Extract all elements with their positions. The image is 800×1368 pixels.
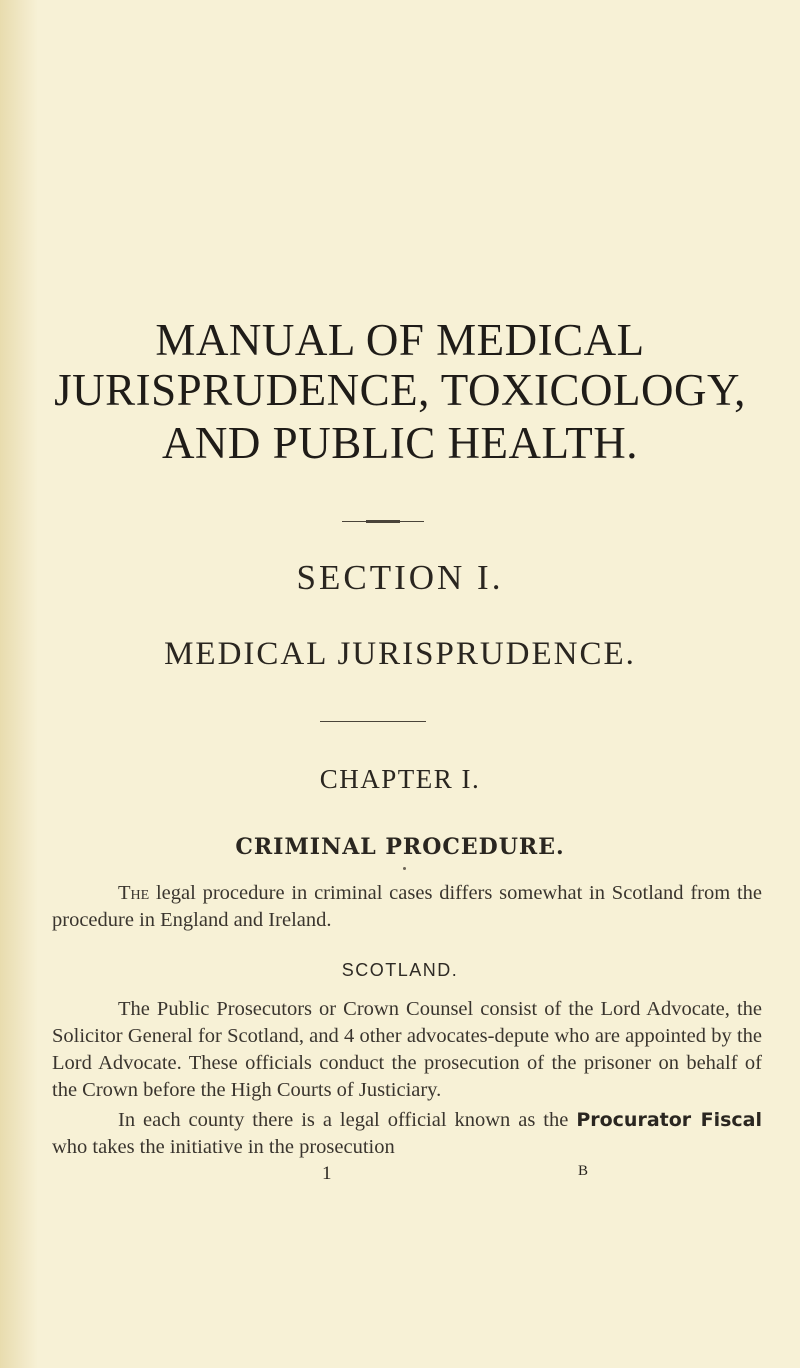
print-speck	[403, 867, 406, 870]
procurator-text-after: who takes the initiative in the prosecution	[52, 1136, 395, 1158]
section-heading: SECTION I.	[296, 558, 504, 597]
book-title-line-1: MANUAL OF MEDICAL	[155, 315, 645, 365]
page-number: 1	[322, 1163, 332, 1184]
region-heading: SCOTLAND.	[341, 960, 459, 980]
intro-lead-word: The	[118, 882, 150, 904]
book-title-line-3: AND PUBLIC HEALTH.	[161, 418, 639, 468]
section-divider-rule	[320, 721, 426, 722]
intro-paragraph-text: legal procedure in criminal cases differs somewhat in Scotland from the procedure in England and Ireland.	[52, 882, 762, 931]
procurator-fiscal-term: Procurator Fiscal	[576, 1109, 762, 1131]
procurator-text-before: In each county there is a legal official known as the	[118, 1109, 577, 1131]
signature-mark: B	[578, 1163, 590, 1179]
chapter-number: CHAPTER I.	[319, 764, 481, 794]
procurator-paragraph	[52, 1107, 762, 1161]
chapter-title: CRIMINAL PROCEDURE.	[235, 834, 565, 860]
intro-paragraph	[52, 880, 762, 934]
book-title-line-2: JURISPRUDENCE, TOXICOLOGY,	[54, 365, 746, 415]
section-subject: MEDICAL JURISPRUDENCE.	[164, 636, 636, 672]
prosecutors-paragraph: The Public Prosecutors or Crown Counsel consist of the Lord Advocate, the Solicitor General for Scotland, and 4 other advocates-depute who are appointed by the Lord Advocate. These officials conduct the prosecution of the prisoner on behalf of the Crown before the High Courts of Justiciary.	[52, 998, 762, 1101]
title-divider-rule-thick	[366, 520, 400, 523]
